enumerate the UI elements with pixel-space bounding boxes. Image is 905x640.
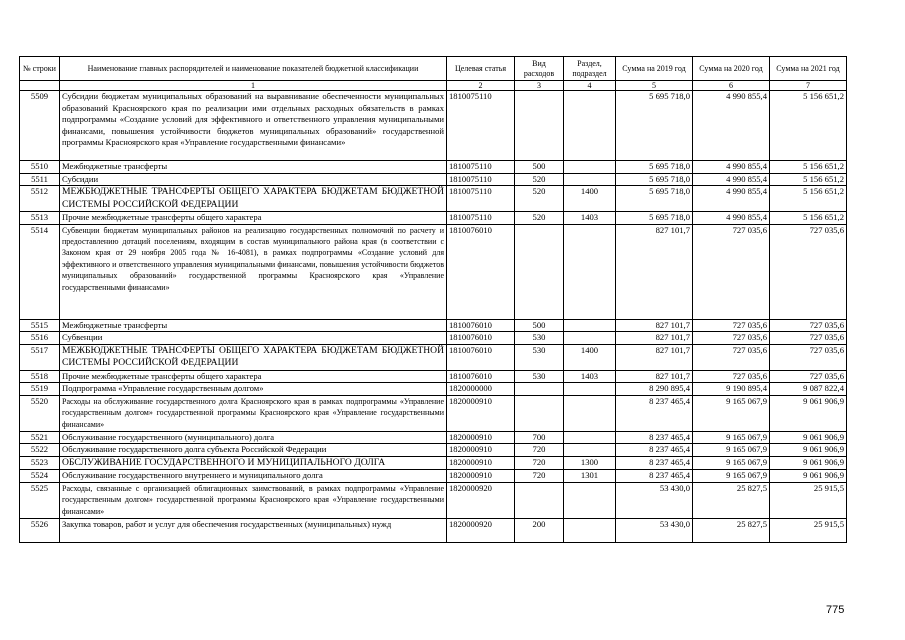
row-name: Обслуживание государственного долга субъекта Российской Федерации xyxy=(60,444,447,457)
row-sum-2021: 9 061 906,9 xyxy=(770,444,847,457)
row-target-code: 1810076010 xyxy=(447,224,515,319)
row-section xyxy=(564,332,616,345)
row-sum-2020: 9 165 067,9 xyxy=(693,431,770,444)
row-section xyxy=(564,518,616,542)
row-sum-2019: 53 430,0 xyxy=(616,518,693,542)
table-row xyxy=(20,518,847,542)
row-section xyxy=(564,224,616,319)
table-row xyxy=(20,186,847,212)
row-sum-2019: 8 290 895,4 xyxy=(616,383,693,396)
row-expense-kind: 500 xyxy=(515,161,564,174)
table-body xyxy=(20,91,847,543)
row-expense-kind xyxy=(515,224,564,319)
row-expense-kind: 200 xyxy=(515,518,564,542)
column-number: 5 xyxy=(616,81,693,91)
table-row xyxy=(20,212,847,225)
row-number: 5509 xyxy=(20,91,60,161)
row-sum-2020: 727 035,6 xyxy=(693,224,770,319)
row-name: Прочие межбюджетные трансферты общего характера xyxy=(60,370,447,383)
row-target-code: 1820000910 xyxy=(447,456,515,469)
column-number xyxy=(20,81,60,91)
row-name: Обслуживание государственного (муниципального) долга xyxy=(60,431,447,444)
row-sum-2020: 727 035,6 xyxy=(693,344,770,370)
row-target-code: 1820000910 xyxy=(447,431,515,444)
row-target-code: 1810076010 xyxy=(447,344,515,370)
row-sum-2019: 8 237 465,4 xyxy=(616,456,693,469)
row-sum-2019: 5 695 718,0 xyxy=(616,186,693,212)
row-sum-2019: 53 430,0 xyxy=(616,482,693,518)
header-sum-2020: Сумма на 2020 год xyxy=(693,57,770,81)
row-sum-2020: 4 990 855,4 xyxy=(693,212,770,225)
row-sum-2021: 9 087 822,4 xyxy=(770,383,847,396)
row-expense-kind: 520 xyxy=(515,173,564,186)
row-name: Субвенции бюджетам муниципальных районов на реализацию государственных полномочий по расчету и предоставлению дотаций поселениям, входящим в состав муниципального района края (в соответствии с Законом края от 29 ноября 2005 года № 16-4081), в рамках подпрограммы «Создание условий для эффективного и ответственного управления муниципальными финансами, повышения устойчивости бюджетов муниципальных образований» государственной программы Красноярского края «Управление государственными финансами» xyxy=(60,224,447,319)
row-sum-2020: 25 827,5 xyxy=(693,518,770,542)
table-row xyxy=(20,332,847,345)
row-section: 1400 xyxy=(564,344,616,370)
row-sum-2021: 5 156 651,2 xyxy=(770,186,847,212)
row-expense-kind: 520 xyxy=(515,186,564,212)
row-number: 5512 xyxy=(20,186,60,212)
row-name: Межбюджетные трансферты xyxy=(60,319,447,332)
budget-table xyxy=(19,56,847,543)
row-sum-2021: 727 035,6 xyxy=(770,224,847,319)
row-section xyxy=(564,431,616,444)
row-sum-2019: 5 695 718,0 xyxy=(616,91,693,161)
row-number: 5513 xyxy=(20,212,60,225)
row-name: МЕЖБЮДЖЕТНЫЕ ТРАНСФЕРТЫ ОБЩЕГО ХАРАКТЕРА БЮДЖЕТАМ БЮДЖЕТНОЙ СИСТЕМЫ РОССИЙСКОЙ ФЕДЕРАЦИИ xyxy=(60,344,447,370)
row-sum-2019: 827 101,7 xyxy=(616,224,693,319)
row-sum-2019: 5 695 718,0 xyxy=(616,212,693,225)
row-sum-2021: 9 061 906,9 xyxy=(770,470,847,483)
table-row xyxy=(20,444,847,457)
row-sum-2021: 9 061 906,9 xyxy=(770,431,847,444)
row-sum-2019: 827 101,7 xyxy=(616,319,693,332)
row-section xyxy=(564,395,616,431)
header-name: Наименование главных распорядителей и наименование показателей бюджетной классификации xyxy=(60,57,447,81)
header-sum-2019: Сумма на 2019 год xyxy=(616,57,693,81)
table-row xyxy=(20,173,847,186)
row-sum-2020: 727 035,6 xyxy=(693,332,770,345)
row-sum-2020: 25 827,5 xyxy=(693,482,770,518)
row-name: Расходы на обслуживание государственного долга Красноярского края в рамках подпрограммы «Управление государственным долгом» государственной программы Красноярского края «Управление государственными финансами» xyxy=(60,395,447,431)
row-number: 5519 xyxy=(20,383,60,396)
row-number: 5516 xyxy=(20,332,60,345)
table-row xyxy=(20,482,847,518)
column-number: 3 xyxy=(515,81,564,91)
row-sum-2021: 727 035,6 xyxy=(770,319,847,332)
row-expense-kind xyxy=(515,383,564,396)
row-target-code: 1820000000 xyxy=(447,383,515,396)
row-expense-kind: 530 xyxy=(515,370,564,383)
row-sum-2020: 727 035,6 xyxy=(693,319,770,332)
row-expense-kind: 500 xyxy=(515,319,564,332)
row-target-code: 1820000910 xyxy=(447,470,515,483)
column-number: 2 xyxy=(447,81,515,91)
row-sum-2020: 9 165 067,9 xyxy=(693,470,770,483)
row-sum-2020: 4 990 855,4 xyxy=(693,91,770,161)
row-sum-2020: 9 190 895,4 xyxy=(693,383,770,396)
row-sum-2019: 827 101,7 xyxy=(616,370,693,383)
row-name: Обслуживание государственного внутреннего и муниципального долга xyxy=(60,470,447,483)
header-kind: Вид расходов xyxy=(515,57,564,81)
row-number: 5520 xyxy=(20,395,60,431)
page-number: 775 xyxy=(826,604,845,616)
row-target-code: 1820000920 xyxy=(447,482,515,518)
row-name: Субвенции xyxy=(60,332,447,345)
header-sum-2021: Сумма на 2021 год xyxy=(770,57,847,81)
row-sum-2020: 9 165 067,9 xyxy=(693,456,770,469)
row-expense-kind: 700 xyxy=(515,431,564,444)
row-number: 5518 xyxy=(20,370,60,383)
header-row-no: № строки xyxy=(20,57,60,81)
table-row xyxy=(20,383,847,396)
column-number: 4 xyxy=(564,81,616,91)
row-section: 1400 xyxy=(564,186,616,212)
row-sum-2019: 5 695 718,0 xyxy=(616,173,693,186)
row-number: 5522 xyxy=(20,444,60,457)
row-expense-kind: 720 xyxy=(515,470,564,483)
header-target: Целевая статья xyxy=(447,57,515,81)
row-name: МЕЖБЮДЖЕТНЫЕ ТРАНСФЕРТЫ ОБЩЕГО ХАРАКТЕРА БЮДЖЕТАМ БЮДЖЕТНОЙ СИСТЕМЫ РОССИЙСКОЙ ФЕДЕРАЦИИ xyxy=(60,186,447,212)
table-header-row xyxy=(20,57,847,81)
row-name: Подпрограмма «Управление государственным долгом» xyxy=(60,383,447,396)
column-number: 1 xyxy=(60,81,447,91)
row-expense-kind: 530 xyxy=(515,344,564,370)
row-target-code: 1810076010 xyxy=(447,370,515,383)
row-expense-kind xyxy=(515,482,564,518)
row-target-code: 1820000920 xyxy=(447,518,515,542)
row-sum-2021: 25 915,5 xyxy=(770,518,847,542)
table-row xyxy=(20,431,847,444)
row-target-code: 1810076010 xyxy=(447,332,515,345)
row-sum-2020: 9 165 067,9 xyxy=(693,444,770,457)
row-section xyxy=(564,161,616,174)
row-expense-kind: 720 xyxy=(515,456,564,469)
row-sum-2020: 727 035,6 xyxy=(693,370,770,383)
row-sum-2021: 5 156 651,2 xyxy=(770,161,847,174)
row-target-code: 1810075110 xyxy=(447,212,515,225)
table-row xyxy=(20,224,847,319)
row-section xyxy=(564,319,616,332)
row-sum-2020: 4 990 855,4 xyxy=(693,186,770,212)
table-row xyxy=(20,456,847,469)
row-name: Субсидии xyxy=(60,173,447,186)
row-section xyxy=(564,482,616,518)
row-sum-2019: 827 101,7 xyxy=(616,332,693,345)
row-number: 5514 xyxy=(20,224,60,319)
row-sum-2019: 8 237 465,4 xyxy=(616,431,693,444)
row-name: Закупка товаров, работ и услуг для обеспечения государственных (муниципальных) нужд xyxy=(60,518,447,542)
row-target-code: 1820000910 xyxy=(447,444,515,457)
row-sum-2021: 9 061 906,9 xyxy=(770,456,847,469)
table-row xyxy=(20,395,847,431)
row-sum-2019: 8 237 465,4 xyxy=(616,395,693,431)
row-sum-2020: 4 990 855,4 xyxy=(693,173,770,186)
row-sum-2021: 5 156 651,2 xyxy=(770,91,847,161)
table-row xyxy=(20,470,847,483)
row-section: 1300 xyxy=(564,456,616,469)
row-sum-2021: 5 156 651,2 xyxy=(770,212,847,225)
row-expense-kind xyxy=(515,395,564,431)
table-row xyxy=(20,370,847,383)
table-row xyxy=(20,91,847,161)
row-section xyxy=(564,383,616,396)
row-sum-2020: 4 990 855,4 xyxy=(693,161,770,174)
row-expense-kind: 530 xyxy=(515,332,564,345)
column-number: 7 xyxy=(770,81,847,91)
row-section: 1301 xyxy=(564,470,616,483)
row-number: 5526 xyxy=(20,518,60,542)
row-section xyxy=(564,444,616,457)
row-expense-kind: 720 xyxy=(515,444,564,457)
table-row xyxy=(20,344,847,370)
column-number-row xyxy=(20,81,847,91)
row-section xyxy=(564,173,616,186)
header-section: Раздел, подраздел xyxy=(564,57,616,81)
row-target-code: 1810076010 xyxy=(447,319,515,332)
row-section xyxy=(564,91,616,161)
row-sum-2019: 8 237 465,4 xyxy=(616,444,693,457)
row-target-code: 1810075110 xyxy=(447,186,515,212)
row-number: 5521 xyxy=(20,431,60,444)
row-target-code: 1820000910 xyxy=(447,395,515,431)
column-number: 6 xyxy=(693,81,770,91)
row-number: 5511 xyxy=(20,173,60,186)
row-expense-kind xyxy=(515,91,564,161)
row-name: Межбюджетные трансферты xyxy=(60,161,447,174)
row-section: 1403 xyxy=(564,212,616,225)
row-number: 5523 xyxy=(20,456,60,469)
table-row xyxy=(20,319,847,332)
row-name: ОБСЛУЖИВАНИЕ ГОСУДАРСТВЕННОГО И МУНИЦИПАЛЬНОГО ДОЛГА xyxy=(60,456,447,469)
row-sum-2021: 9 061 906,9 xyxy=(770,395,847,431)
row-sum-2021: 727 035,6 xyxy=(770,344,847,370)
table-row xyxy=(20,161,847,174)
row-sum-2021: 5 156 651,2 xyxy=(770,173,847,186)
row-name: Субсидии бюджетам муниципальных образований на выравнивание обеспеченности муниципальных образований Красноярского края по реализации ими отдельных расходных обязательств в рамках подпрограммы «Создание условий для эффективного и ответственного управления муниципальными финансами, повышения устойчивости бюджетов муниципальных образований» государственной программы Красноярского края «Управление государственными финансами» xyxy=(60,91,447,161)
row-name: Расходы, связанные с организацией облигационных заимствований, в рамках подпрограммы «Управление государственным долгом» государственной программы Красноярского края «Управление государственными финансами» xyxy=(60,482,447,518)
row-number: 5517 xyxy=(20,344,60,370)
row-sum-2019: 827 101,7 xyxy=(616,344,693,370)
row-target-code: 1810075110 xyxy=(447,91,515,161)
row-section: 1403 xyxy=(564,370,616,383)
row-sum-2020: 9 165 067,9 xyxy=(693,395,770,431)
row-number: 5515 xyxy=(20,319,60,332)
row-sum-2019: 8 237 465,4 xyxy=(616,470,693,483)
row-sum-2021: 25 915,5 xyxy=(770,482,847,518)
row-number: 5510 xyxy=(20,161,60,174)
row-target-code: 1810075110 xyxy=(447,161,515,174)
row-sum-2021: 727 035,6 xyxy=(770,370,847,383)
row-target-code: 1810075110 xyxy=(447,173,515,186)
row-name: Прочие межбюджетные трансферты общего характера xyxy=(60,212,447,225)
row-number: 5525 xyxy=(20,482,60,518)
row-sum-2021: 727 035,6 xyxy=(770,332,847,345)
row-number: 5524 xyxy=(20,470,60,483)
row-expense-kind: 520 xyxy=(515,212,564,225)
row-sum-2019: 5 695 718,0 xyxy=(616,161,693,174)
